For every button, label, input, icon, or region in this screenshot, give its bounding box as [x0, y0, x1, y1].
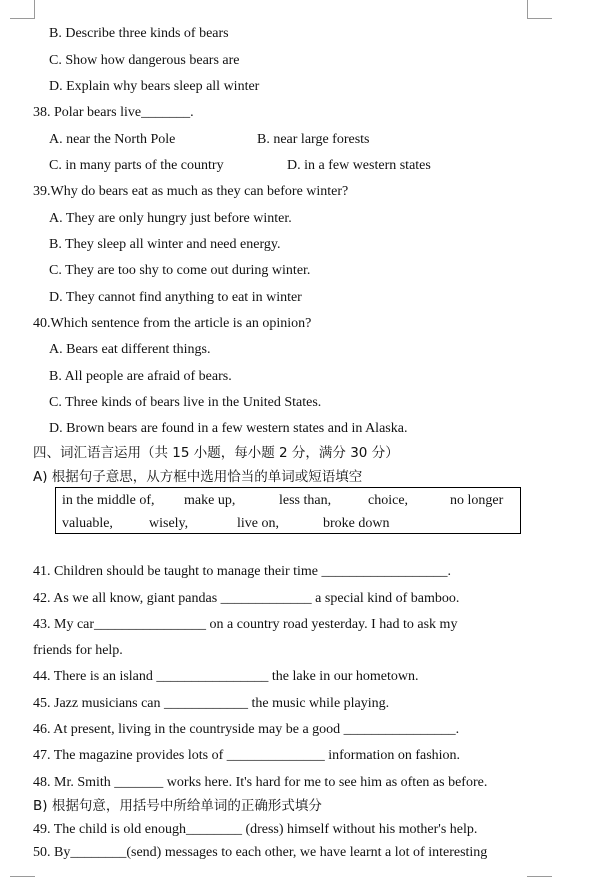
word-box-item: make up,: [184, 493, 236, 508]
q44: 44. There is an island ________________ the lake in our hometown.: [33, 669, 419, 684]
q46: 46. At present, living in the countryside may be a good ________________.: [33, 722, 460, 737]
crop-mark-bottom-left-h: [10, 876, 35, 877]
q38-stem: 38. Polar bears live_______.: [33, 105, 194, 120]
q45: 45. Jazz musicians can ____________ the music while playing.: [33, 696, 390, 711]
q40-option-a: A. Bears eat different things.: [49, 342, 211, 357]
q48: 48. Mr. Smith _______ works here. It's hard for me to see him as often as before.: [33, 775, 488, 790]
q39-option-a: A. They are only hungry just before winter.: [49, 211, 292, 226]
q38-option-b: B. near large forests: [257, 132, 370, 147]
q37-option-d: D. Explain why bears sleep all winter: [49, 79, 260, 94]
q49: 49. The child is old enough________ (dress) himself without his mother's help.: [33, 822, 478, 837]
crop-mark-top-left-v: [34, 0, 35, 18]
q38-option-c: C. in many parts of the country: [49, 158, 224, 173]
q47: 47. The magazine provides lots of ______________ information on fashion.: [33, 748, 461, 763]
q39-stem: 39.Why do bears eat as much as they can before winter?: [33, 184, 349, 199]
word-box-item: in the middle of,: [62, 493, 155, 508]
q50: 50. By________(send) messages to each other, we have learnt a lot of interesting: [33, 845, 488, 860]
crop-mark-top-right-h: [527, 18, 552, 19]
word-box-item: valuable,: [62, 516, 113, 531]
word-box-item: wisely,: [149, 516, 189, 531]
q40-stem: 40.Which sentence from the article is an opinion?: [33, 316, 312, 331]
word-box-item: broke down: [323, 516, 390, 531]
q38-option-d: D. in a few western states: [287, 158, 431, 173]
part-b-title: B) 根据句意，用括号中所给单词的正确形式填分: [33, 798, 322, 814]
q40-option-c: C. Three kinds of bears live in the United States.: [49, 395, 322, 410]
word-box-item: less than,: [279, 493, 332, 508]
word-box-item: no longer: [450, 493, 504, 508]
q39-option-c: C. They are too shy to come out during winter.: [49, 263, 311, 278]
q43-line-2: friends for help.: [33, 643, 123, 658]
q38-option-a: A. near the North Pole: [49, 132, 176, 147]
word-box-item: live on,: [237, 516, 279, 531]
q42: 42. As we all know, giant pandas _____________ a special kind of bamboo.: [33, 591, 460, 606]
q41: 41. Children should be taught to manage their time __________________.: [33, 564, 451, 579]
q39-option-b: B. They sleep all winter and need energy.: [49, 237, 281, 252]
crop-mark-bottom-right-h: [527, 876, 552, 877]
q37-option-b: B. Describe three kinds of bears: [49, 26, 229, 41]
word-box-item: choice,: [368, 493, 409, 508]
part-a-title: A) 根据句子意思，从方框中选用恰当的单词或短语填空: [33, 469, 363, 485]
q39-option-d: D. They cannot find anything to eat in winter: [49, 290, 302, 305]
q40-option-b: B. All people are afraid of bears.: [49, 369, 232, 384]
q43-line-1: 43. My car________________ on a country road yesterday. I had to ask my: [33, 617, 458, 632]
section-4-title: 四、词汇语言运用（共 15 小题，每小题 2 分，满分 30 分）: [33, 445, 399, 461]
crop-mark-top-right-v: [527, 0, 528, 18]
q37-option-c: C. Show how dangerous bears are: [49, 53, 240, 68]
crop-mark-top-left-h: [10, 18, 35, 19]
q40-option-d: D. Brown bears are found in a few western states and in Alaska.: [49, 421, 408, 436]
